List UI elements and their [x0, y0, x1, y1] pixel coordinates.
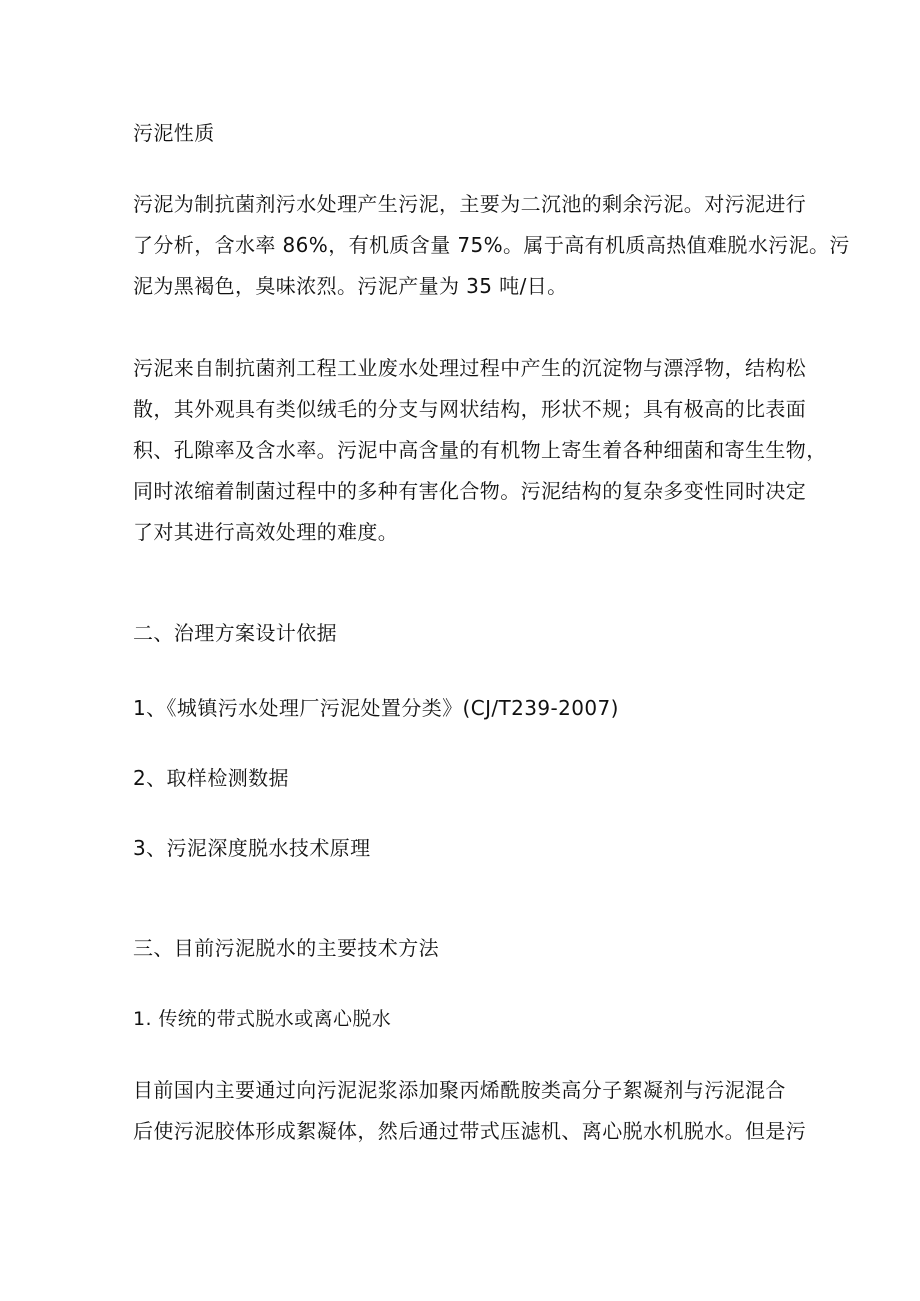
- paragraph-line: 了对其进行高效处理的难度。: [133, 520, 399, 544]
- list-item: 2、取样检测数据: [133, 766, 289, 790]
- paragraph-sludge-analysis: [133, 184, 850, 307]
- paragraph-sludge-origin: [133, 348, 827, 553]
- list-item: 3、污泥深度脱水技术原理: [133, 836, 371, 860]
- heading-text: 二、治理方案设计依据: [133, 621, 337, 645]
- paragraph-line: 了分析，含水率 86%，有机质含量 75%。属于高有机质高热值难脱水污泥。污: [133, 233, 850, 257]
- heading-text: 污泥性质: [133, 121, 215, 145]
- basis-item-1: [133, 688, 799, 729]
- paragraph-line: 目前国内主要通过向污泥泥浆添加聚丙烯酰胺类高分子絮凝剂与污泥混合: [133, 1078, 786, 1102]
- paragraph-line: 同时浓缩着制菌过程中的多种有害化合物。污泥结构的复杂多变性同时决定: [133, 479, 807, 503]
- section-heading-dewatering-methods: [133, 928, 799, 969]
- list-item: 1、《城镇污水处理厂污泥处置分类》(CJ/T239-2007): [133, 696, 619, 720]
- paragraph-line: 后使污泥胶体形成絮凝体，然后通过带式压滤机、离心脱水机脱水。但是污: [133, 1119, 807, 1143]
- paragraph-line: 积、孔隙率及含水率。污泥中高含量的有机物上寄生着各种细菌和寄生生物，: [133, 438, 827, 462]
- paragraph-line: 泥为黑褐色，臭味浓烈。污泥产量为 35 吨/日。: [133, 274, 568, 298]
- paragraph-line: 散，其外观具有类似绒毛的分支与网状结构，形状不规；具有极高的比表面: [133, 397, 807, 421]
- heading-text: 三、目前污泥脱水的主要技术方法: [133, 936, 439, 960]
- paragraph-line: 污泥为制抗菌剂污水处理产生污泥，主要为二沉池的剩余污泥。对污泥进行: [133, 192, 807, 216]
- paragraph-domestic-methods: [133, 1070, 807, 1152]
- basis-item-2: [133, 758, 799, 799]
- section-heading-design-basis: [133, 613, 799, 654]
- basis-item-3: [133, 828, 799, 869]
- section-heading-sludge-properties: [133, 113, 799, 154]
- paragraph-line: 污泥来自制抗菌剂工程工业废水处理过程中产生的沉淀物与漂浮物，结构松: [133, 356, 807, 380]
- subheading-traditional-dewatering: [133, 999, 799, 1040]
- subheading-text: 1. 传统的带式脱水或离心脱水: [133, 1008, 392, 1030]
